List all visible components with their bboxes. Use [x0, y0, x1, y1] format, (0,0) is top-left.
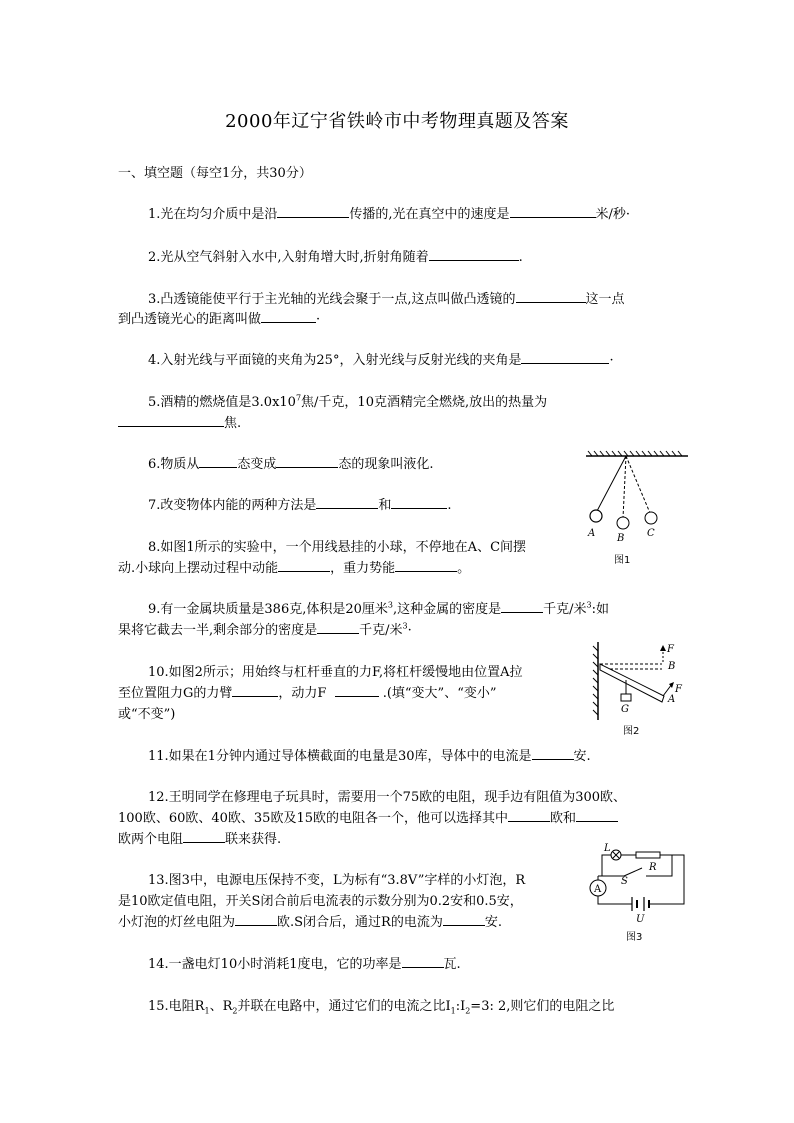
question-8-cont: 动.小球向上摆动过程中动能 ，重力势能 。	[118, 561, 471, 576]
answer-blank[interactable]	[429, 248, 519, 261]
figure-3-caption: 图3	[626, 932, 643, 943]
answer-blank[interactable]	[521, 351, 609, 364]
figure-2-caption: 图2	[623, 726, 640, 737]
question-7: 7.改变物体内能的两种方法是 和 .	[148, 498, 452, 513]
question-5-cont: 焦.	[118, 412, 241, 431]
question-9-cont: 果将它截去一半,剩余部分的密度是 千克/米$^3$·	[118, 621, 412, 638]
switch-s	[624, 868, 642, 876]
figure-2-lever	[590, 640, 690, 740]
question-6: 6.物质从 态变成 态的现象叫液化.	[148, 457, 434, 472]
answer-blank[interactable]	[395, 559, 457, 572]
page-title: 2000年辽宁省铁岭市中考物理真题及答案	[225, 111, 569, 132]
wire-bottom-left	[598, 896, 632, 904]
label-f-a: F	[675, 684, 682, 695]
question-13-cont: 是10欧定值电阻，开关S闭合前后电流表的示数分别为0.2安和0.5安，	[118, 894, 523, 909]
question-10-cont2: 或“不变”)	[118, 707, 176, 722]
question-12-cont2: 欧两个电阻 联来获得.	[118, 832, 282, 847]
question-10-cont: 至位置阻力G的力臂 ，动力F .(填“变大”、“变小”	[118, 686, 497, 701]
question-5: 5.酒精的燃烧值是$3.0x10^7$焦/千克，10克酒精完全燃烧,放出的热量为	[148, 393, 548, 410]
question-14: 14.一盏电灯10小时消耗1度电，它的功率是 瓦.	[148, 957, 461, 972]
question-3: 3.凸透镜能使平行于主光轴的光线会聚于一点,这点叫做凸透镜的 这一点	[148, 292, 625, 307]
figure-3-circuit	[584, 842, 688, 946]
arrow-f-b	[660, 645, 666, 651]
answer-blank[interactable]	[277, 205, 349, 218]
label-a: A	[668, 694, 676, 705]
ball-a	[590, 510, 602, 522]
answer-blank[interactable]	[232, 684, 278, 697]
answer-blank[interactable]	[576, 809, 618, 822]
answer-blank[interactable]	[316, 496, 378, 509]
label-u: U	[636, 914, 645, 925]
question-11: 11.如果在1分钟内通过导体横截面的电量是30库，导体中的电流是 安.	[148, 749, 591, 764]
answer-blank[interactable]	[278, 559, 330, 572]
label-ammeter: A	[594, 884, 602, 895]
answer-blank[interactable]	[402, 955, 444, 968]
label-g: G	[621, 704, 629, 715]
ball-c	[645, 512, 657, 524]
weight-g	[621, 694, 631, 701]
answer-blank[interactable]	[501, 600, 543, 613]
answer-blank[interactable]	[183, 830, 225, 843]
label-b: B	[668, 661, 676, 672]
answer-blank[interactable]	[317, 621, 359, 634]
label-l: L	[604, 843, 611, 854]
question-13-cont2: 小灯泡的灯丝电阻为 欧.S闭合后，通过R的电流为 安.	[118, 915, 502, 930]
question-1: 1.光在均匀介质中是沿 传播的,光在真空中的速度是 米/秒·	[148, 207, 631, 222]
question-4: 4.入射光线与平面镜的夹角为25°，入射光线与反射光线的夹角是 ·	[148, 353, 614, 368]
label-c: C	[647, 528, 655, 539]
question-8: 8.如图1所示的实验中，一个用线悬挂的小球，不停地在A、C间摆	[148, 540, 527, 555]
question-10: 10.如图2所示；用始终与杠杆垂直的力F,将杠杆缓慢地由位置A拉	[148, 665, 523, 680]
figure-1-pendulum	[582, 448, 694, 573]
string-b	[623, 456, 626, 518]
question-12: 12.王明同学在修理电子玩具时，需要用一个75欧的电阻，现手边有阻值为300欧、	[148, 790, 627, 805]
question-2: 2.光从空气斜射入水中,入射角增大时,折射角随着 .	[148, 250, 523, 265]
answer-blank[interactable]	[508, 809, 550, 822]
answer-blank[interactable]	[510, 205, 596, 218]
ball-b	[617, 517, 629, 529]
answer-blank[interactable]	[443, 913, 485, 926]
label-r: R	[649, 862, 657, 873]
string-a	[597, 456, 626, 511]
answer-blank[interactable]	[261, 310, 316, 323]
label-f-b: F	[667, 644, 674, 655]
string-c	[626, 456, 650, 513]
answer-blank[interactable]	[516, 290, 586, 303]
question-15: 15.电阻$R_1$、$R_2$并联在电路中，通过它们的电流之比$I_1:I_2=3$: 2,则它们的电阻之比	[148, 999, 615, 1016]
wire-right	[656, 855, 684, 904]
answer-blank[interactable]	[335, 684, 379, 697]
answer-blank[interactable]	[391, 496, 447, 509]
answer-blank[interactable]	[235, 913, 277, 926]
question-3-cont: 到凸透镜光心的距离叫做 ·	[118, 312, 321, 327]
figure-1-caption: 图1	[614, 555, 631, 566]
section-heading: 一、填空题（每空1分，共30分）	[118, 166, 312, 181]
answer-blank[interactable]	[118, 414, 224, 427]
question-9: 9.有一金属块质量是386克,体积是20厘米$^3$,这种金属的密度是 千克/米$^3$:如	[148, 600, 610, 617]
label-s: S	[621, 876, 628, 887]
answer-blank[interactable]	[276, 455, 338, 468]
label-b: B	[617, 533, 625, 544]
resistor-r	[636, 852, 660, 858]
answer-blank[interactable]	[199, 455, 237, 468]
answer-blank[interactable]	[532, 747, 574, 760]
question-13: 13.图3中，电源电压保持不变，L为标有“3.8V”字样的小灯泡，R	[148, 873, 526, 888]
label-a: A	[588, 528, 596, 539]
question-12-cont: 100欧、60欧、40欧、35欧及15欧的电阻各一个，他可以选择其中 欧和	[118, 807, 618, 826]
lever-position-a	[600, 664, 664, 702]
